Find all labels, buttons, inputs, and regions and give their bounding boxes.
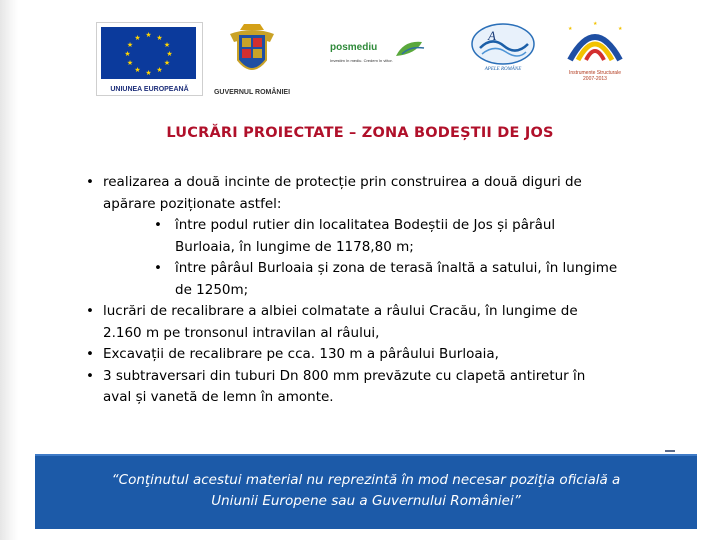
svg-text:★: ★ — [618, 26, 623, 32]
romania-coat-of-arms-icon — [208, 20, 296, 82]
disclaimer-footer — [35, 454, 697, 529]
list-item — [86, 172, 666, 215]
bullet-icon: • — [154, 217, 162, 233]
government-caption: GUVERNUL ROMÂNIEI — [213, 89, 291, 96]
slide-left-edge — [0, 0, 18, 540]
instrumente-caption-line2: 2007-2013 — [583, 76, 607, 82]
svg-text:★: ★ — [126, 41, 134, 49]
sub-list-item-text: între pârâul Burloaia și zona de terasă înaltă a satului, în lungime — [175, 260, 618, 276]
svg-text:★: ★ — [126, 59, 134, 67]
apele-romane-caption: APELE ROMÂNE — [484, 67, 522, 72]
list-item-text: Excavații de recalibrare pe cca. 130 m a pârâului Burloaia, — [103, 346, 499, 362]
disclaimer-text — [35, 470, 697, 512]
divider-mark — [665, 450, 675, 452]
svg-text:★: ★ — [166, 50, 173, 58]
posmediu-subtitle: Investim în mediu. Credem în viitor. — [330, 58, 393, 63]
apele-romane-emblem-icon — [468, 22, 538, 66]
list-item-text: aval și vanetă de lemn în amonte. — [103, 389, 334, 405]
list-item-text: apărare poziționate astfel: — [103, 195, 282, 212]
list-item-text: realizarea a două incinte de protecție prin construirea a două diguri de — [103, 174, 582, 190]
leaf-icon — [392, 38, 428, 58]
apele-romane-logo — [468, 22, 538, 72]
bullet-icon: • — [86, 346, 94, 362]
sub-list-item — [86, 215, 666, 258]
bullet-icon: • — [86, 174, 94, 190]
svg-text:★: ★ — [568, 26, 573, 32]
sub-list-item — [86, 258, 666, 301]
sub-list-item-text: între podul rutier din localitatea Bodeștii de Jos și pârâul — [175, 217, 556, 233]
list-item-text: 2.160 m pe tronsonul intravilan al râului, — [103, 324, 380, 341]
svg-text:★: ★ — [134, 66, 141, 74]
list-item — [86, 301, 666, 344]
disclaimer-line2: Uniunii Europene sau a Guvernului României” — [211, 493, 521, 509]
svg-text:★: ★ — [163, 59, 171, 67]
eu-flag-icon — [101, 27, 196, 79]
page-title: LUCRĂRI PROIECTATE – ZONA BODEȘTII DE JOS — [166, 125, 554, 141]
svg-text:★: ★ — [156, 34, 163, 42]
svg-text:A: A — [488, 28, 496, 43]
instrumente-structurale-caption — [560, 70, 630, 82]
instrumente-structurale-logo — [560, 20, 630, 82]
bullet-icon: • — [154, 260, 162, 276]
list-item-text: 3 subtraversari din tuburi Dn 800 mm prevăzute cu clapetă antiretur în — [103, 367, 586, 384]
svg-text:★: ★ — [593, 21, 598, 27]
instrumente-caption-line1: Instrumente Structurale — [569, 70, 621, 76]
disclaimer-line1: “Conţinutul acestui material nu reprezintă în mod necesar poziţia oficială a — [111, 472, 621, 488]
svg-text:★: ★ — [145, 69, 152, 77]
svg-text:★: ★ — [134, 34, 141, 42]
instrumente-structurale-emblem-icon — [560, 20, 630, 68]
sub-list-item-text: Burloaia, în lungime de 1178,80 m; — [175, 238, 414, 255]
eu-caption: UNIUNEA EUROPEANĂ — [110, 86, 189, 93]
bullet-icon: • — [86, 303, 94, 319]
svg-text:★: ★ — [163, 41, 171, 49]
svg-text:★: ★ — [156, 66, 163, 74]
svg-text:★: ★ — [124, 50, 131, 58]
posmediu-title: posmediu — [330, 42, 378, 53]
list-item-text: lucrări de recalibrare a albiei colmatate a râului Cracău, în lungime de — [103, 303, 578, 319]
svg-text:★: ★ — [145, 31, 152, 39]
content-list — [86, 172, 666, 409]
posmediu-logo — [326, 36, 430, 68]
sub-list-item-text: de 1250m; — [175, 281, 249, 298]
list-item — [86, 366, 666, 409]
list-item — [86, 344, 666, 366]
eu-logo — [96, 22, 203, 96]
bullet-icon: • — [86, 367, 94, 384]
government-logo — [208, 20, 296, 96]
